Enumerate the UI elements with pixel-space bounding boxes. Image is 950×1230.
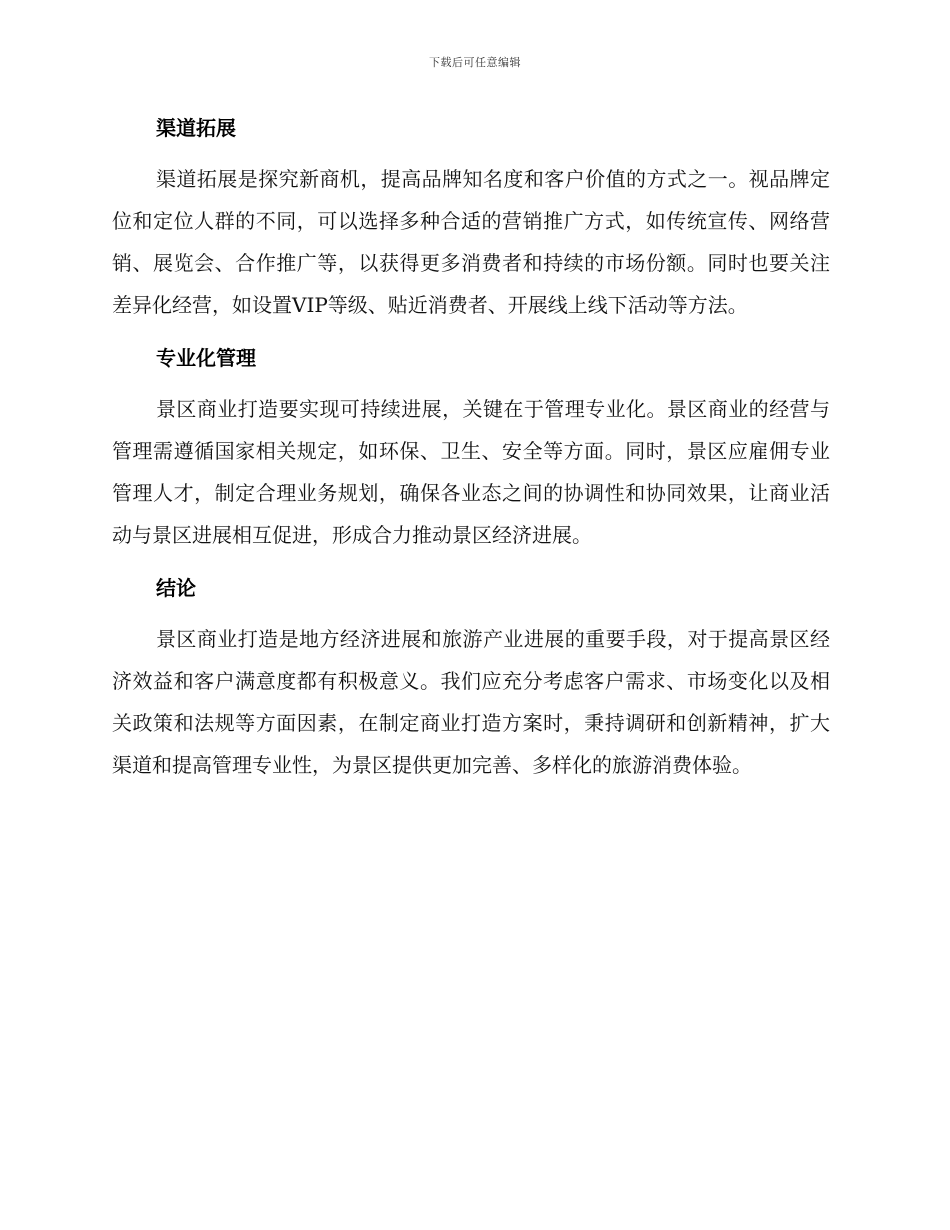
section-paragraph: 景区商业打造要实现可持续进展，关键在于管理专业化。景区商业的经营与管理需遵循国家相关规定，如环保、卫生、安全等方面。同时，景区应雇佣专业管理人才，制定合理业务规划，确保各业态之间的协调性和协同效果，让商业活动与景区进展相互促进，形成合力推动景区经济进展。 bbox=[112, 397, 830, 547]
header-note: 下载后可任意编辑 bbox=[429, 56, 521, 69]
section-paragraph: 渠道拓展是探究新商机，提高品牌知名度和客户价值的方式之一。视品牌定位和定位人群的不同，可以选择多种合适的营销推广方式，如传统宣传、网络营销、展览会、合作推广等，以获得更多消费者和持续的市场份额。同时也要关注差异化经营，如设置VIP等级、贴近消费者、开展线上线下活动等方法。 bbox=[112, 167, 830, 317]
document-content bbox=[112, 108, 830, 798]
section-heading: 专业化管理 bbox=[156, 346, 256, 370]
section-paragraph: 景区商业打造是地方经济进展和旅游产业进展的重要手段，对于提高景区经济效益和客户满意度都有积极意义。我们应充分考虑客户需求、市场变化以及相关政策和法规等方面因素，在制定商业打造方案时，秉持调研和创新精神，扩大渠道和提高管理专业性，为景区提供更加完善、多样化的旅游消费体验。 bbox=[112, 627, 830, 777]
section-conclusion bbox=[112, 568, 830, 786]
section-heading: 结论 bbox=[156, 576, 196, 600]
section-heading: 渠道拓展 bbox=[156, 116, 236, 140]
section-channel-expansion bbox=[112, 108, 830, 326]
section-professional-management bbox=[112, 338, 830, 556]
